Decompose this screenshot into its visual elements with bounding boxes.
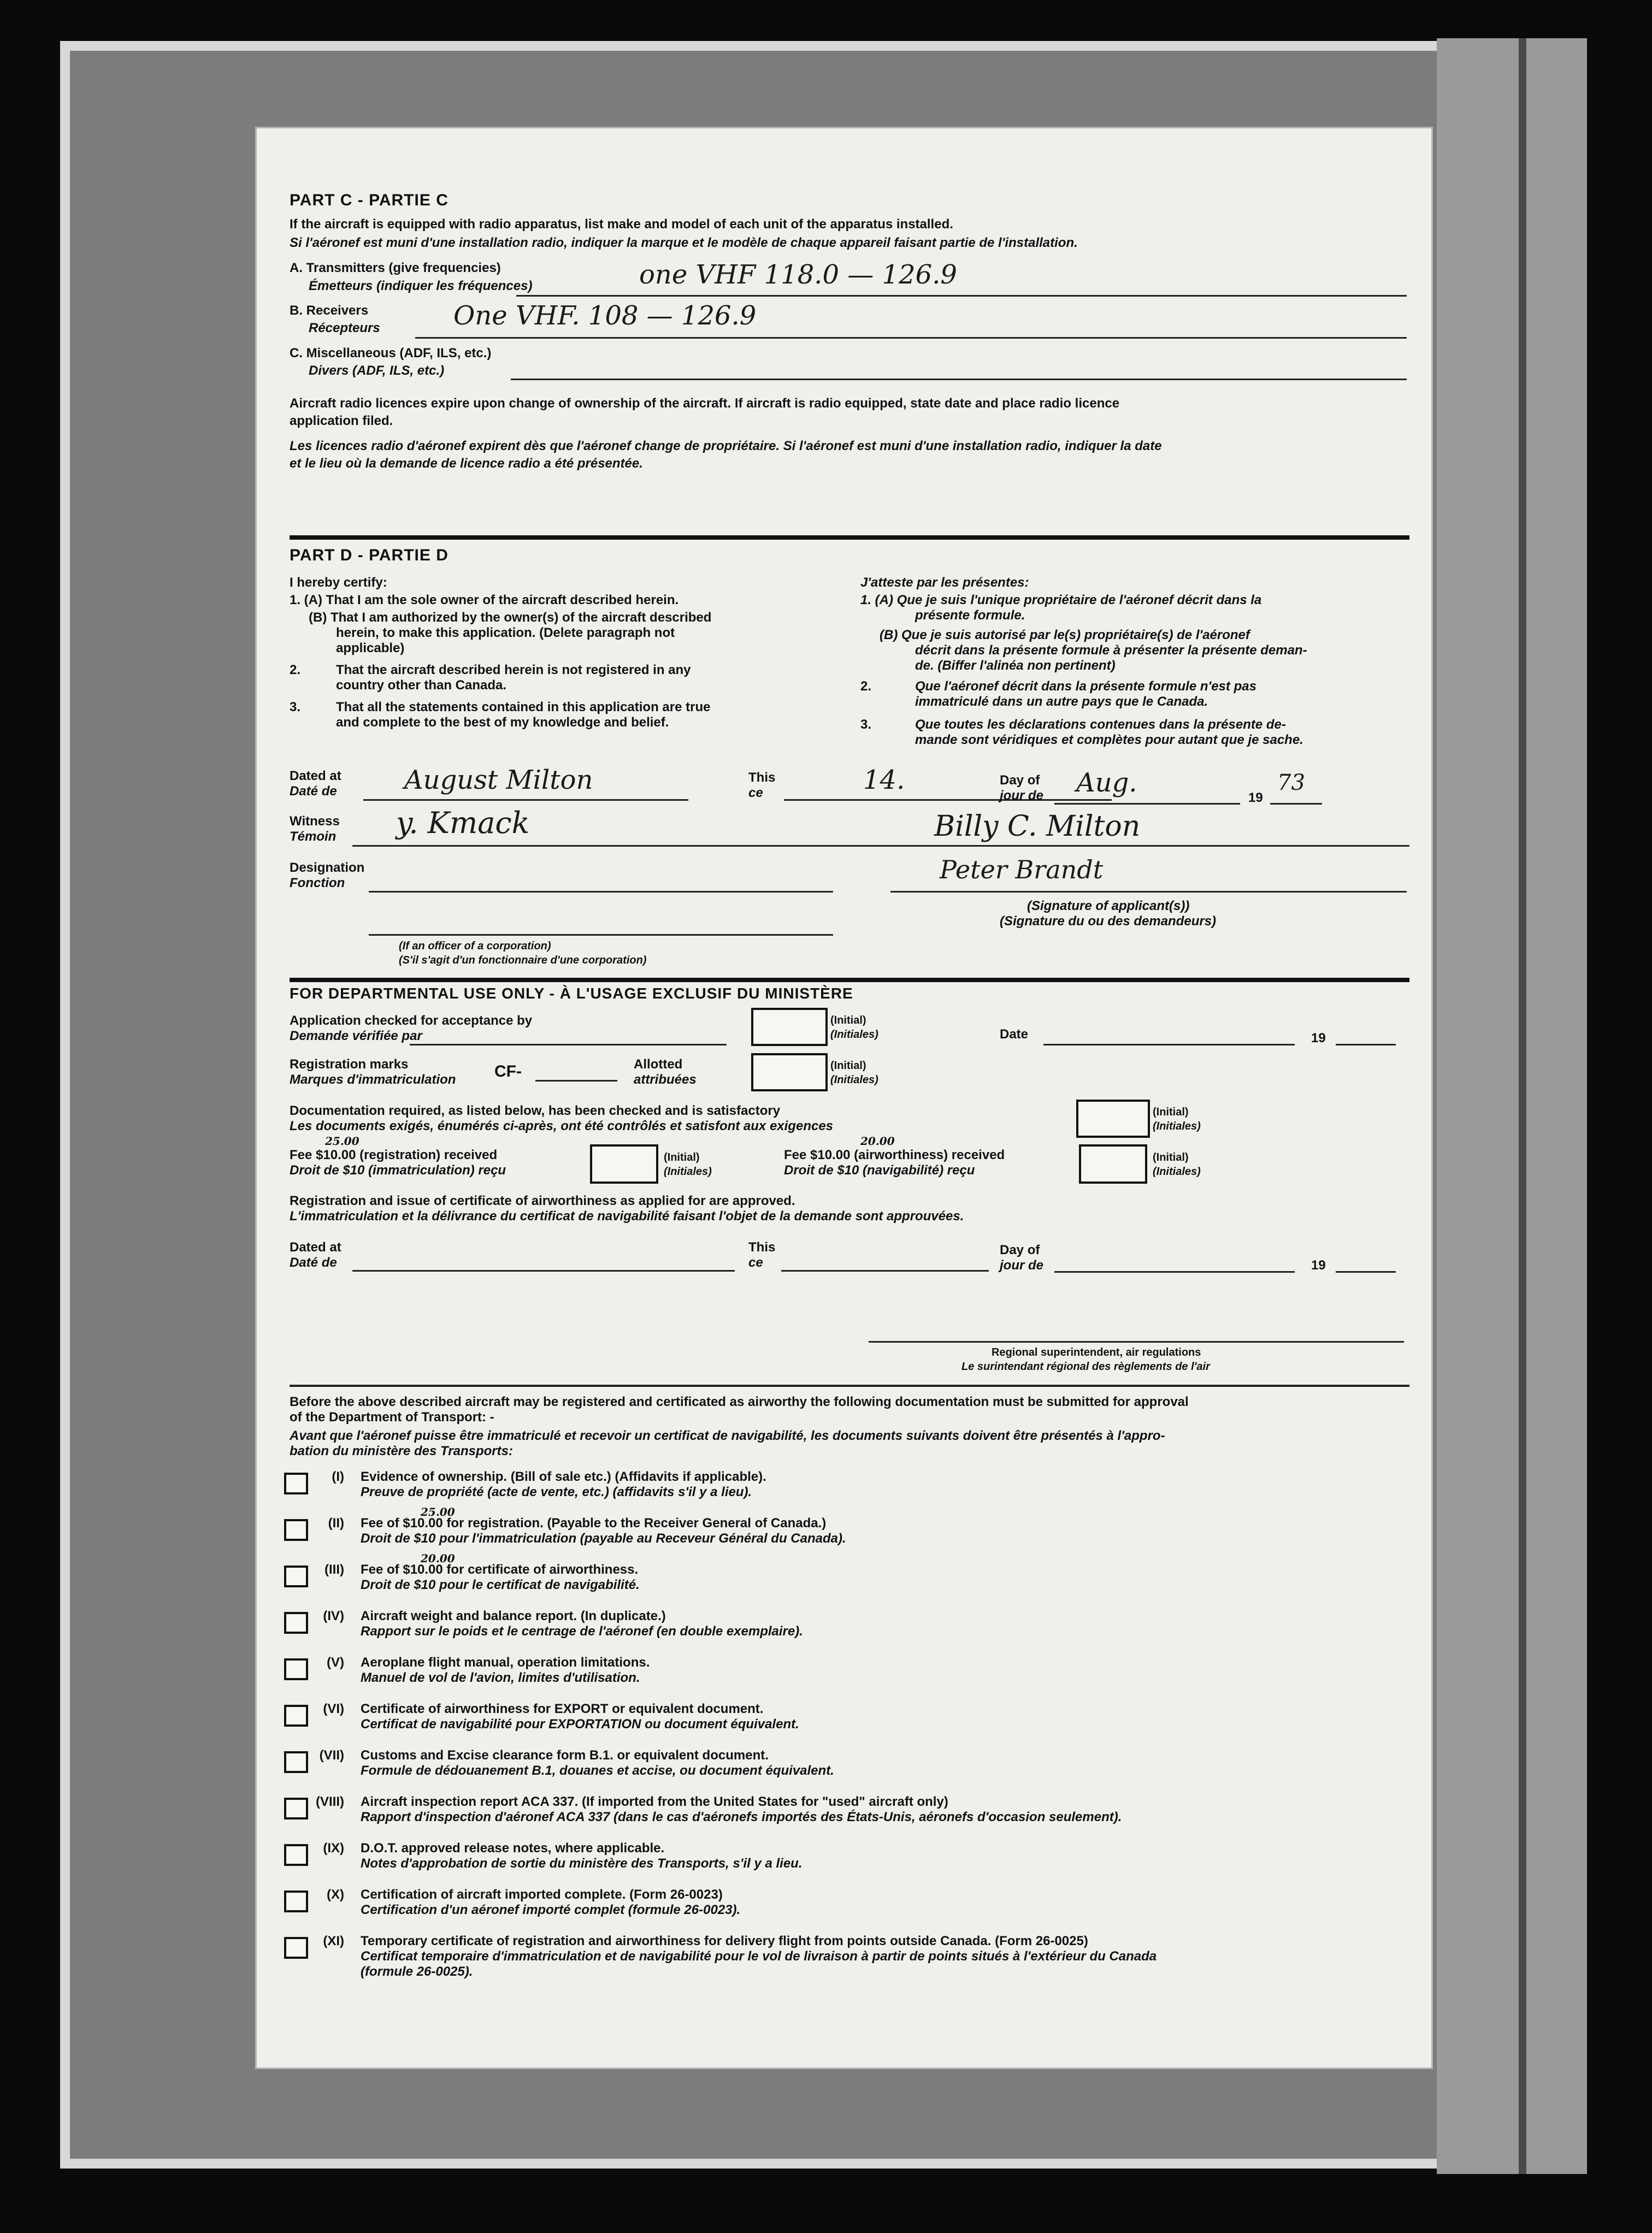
- checked-initial-fr: (Initiales): [830, 1029, 878, 1041]
- en-1b-1: (B) That I am authorized by the owner(s) of the aircraft described: [309, 610, 712, 625]
- requirement-handwritten-amount: 20.00: [421, 1552, 455, 1565]
- signature-label-en: (Signature of applicant(s)): [1027, 899, 1190, 913]
- year-value: 73: [1277, 770, 1305, 795]
- superintendent-en: Regional superintendent, air regulations: [992, 1346, 1201, 1358]
- requirement-checkbox[interactable]: [284, 1658, 308, 1680]
- requirement-checkbox[interactable]: [284, 1473, 308, 1494]
- fee-reg-initial-box[interactable]: [590, 1144, 658, 1184]
- dept-day-of-line: [1054, 1271, 1295, 1273]
- fee-reg-initial-en: (Initial): [664, 1151, 700, 1163]
- requirement-num: (VII): [319, 1748, 344, 1763]
- requirement-checkbox[interactable]: [284, 1566, 308, 1587]
- fee-reg-fr: Droit de $10 (immatriculation) reçu: [290, 1163, 506, 1178]
- misc-label-en: C. Miscellaneous (ADF, ILS, etc.): [290, 346, 492, 361]
- requirement-fr: Notes d'approbation de sortie du ministère des Transports, s'il y a lieu.: [361, 1856, 803, 1871]
- docs-initial-fr: (Initiales): [1153, 1120, 1201, 1132]
- requirement-fr: Rapport d'inspection d'aéronef ACA 337 (dans le cas d'aéronefs importés des États-Unis, aéronefs d'occasion seulement).: [361, 1810, 1122, 1824]
- requirement-num: (X): [327, 1887, 344, 1902]
- fr-3-2: mande sont véridiques et complètes pour autant que je sache.: [915, 732, 1303, 747]
- transmitters-line: [516, 295, 1407, 297]
- allotted-fr: attribuées: [634, 1072, 697, 1087]
- requirement-en: Temporary certificate of registration and airworthiness for delivery flight from points outside Canada. (Form 26-0025): [361, 1934, 1088, 1948]
- dept-date-line: [1043, 1044, 1295, 1045]
- signature-label-fr: (Signature du ou des demandeurs): [1000, 914, 1217, 929]
- docs-en: Documentation required, as listed below, has been checked and is satisfactory: [290, 1103, 781, 1118]
- requirement-en: Certification of aircraft imported complete. (Form 26-0023): [361, 1887, 723, 1902]
- applicant-line-2: [890, 891, 1407, 893]
- requirement-checkbox[interactable]: [284, 1612, 308, 1634]
- requirement-num: (VI): [323, 1702, 344, 1716]
- certify-en: I hereby certify:: [290, 575, 387, 590]
- requirement-en: Evidence of ownership. (Bill of sale etc.) (Affidavits if applicable).: [361, 1469, 766, 1484]
- mount-strip: [1519, 38, 1526, 2174]
- requirement-fr: Certificat de navigabilité pour EXPORTATION ou document équivalent.: [361, 1717, 799, 1732]
- fr-num-2: 2.: [860, 679, 872, 694]
- req-intro-fr-1: Avant que l'aéronef puisse être immatriculé et recevoir un certificat de navigabilité, les documents suivants doivent être présentés à l'appro-: [290, 1428, 1165, 1443]
- day-of-value: Aug.: [1076, 767, 1137, 798]
- part-c-intro-en: If the aircraft is equipped with radio apparatus, list make and model of each unit of the apparatus installed.: [290, 217, 953, 232]
- en-2-2: country other than Canada.: [336, 678, 507, 693]
- misc-label-fr: Divers (ADF, ILS, etc.): [309, 363, 445, 378]
- fee-reg-amount: 25.00: [325, 1135, 359, 1148]
- checked-initial-en: (Initial): [830, 1014, 866, 1026]
- this-line: [784, 799, 1112, 801]
- designation-fr: Fonction: [290, 876, 345, 890]
- part-c-heading: PART C - PARTIE C: [290, 191, 449, 209]
- marks-fr: Marques d'immatriculation: [290, 1072, 456, 1087]
- requirement-fr: Preuve de propriété (acte de vente, etc.) (affidavits s'il y a lieu).: [361, 1485, 752, 1499]
- dept-dated-at-fr: Daté de: [290, 1255, 337, 1270]
- requirement-en: Fee of $10.00 for registration. (Payable to the Receiver General of Canada.): [361, 1516, 827, 1531]
- dept-date-label: Date: [1000, 1027, 1029, 1042]
- misc-line: [511, 379, 1407, 380]
- requirement-checkbox[interactable]: [284, 1519, 308, 1541]
- checked-initial-box[interactable]: [751, 1008, 828, 1046]
- applicant-signature-1: Billy C. Milton: [934, 810, 1141, 843]
- fee-reg-initial-fr: (Initiales): [664, 1166, 712, 1178]
- dept-this-en: This: [748, 1240, 776, 1255]
- allotted-initial-fr: (Initiales): [830, 1074, 878, 1086]
- registration-form: [257, 128, 1431, 2067]
- en-1a: 1. (A) That I am the sole owner of the aircraft described herein.: [290, 593, 679, 607]
- dept-day-of-en: Day of: [1000, 1243, 1040, 1257]
- allotted-initial-en: (Initial): [830, 1060, 866, 1072]
- checked-fr: Demande vérifiée par: [290, 1029, 422, 1043]
- en-2-1: That the aircraft described herein is not registered in any: [336, 663, 691, 677]
- checked-en: Application checked for acceptance by: [290, 1013, 533, 1028]
- dept-year-prefix: 19: [1311, 1258, 1326, 1273]
- dept-this-fr: ce: [748, 1255, 763, 1270]
- requirement-fr-continued: (formule 26-0025).: [361, 1964, 473, 1979]
- applicant-signature-2: Peter Brandt: [940, 855, 1104, 884]
- dept-year-line: [1336, 1044, 1396, 1045]
- requirement-en: Fee of $10.00 for certificate of airworthiness.: [361, 1562, 639, 1577]
- witness-value: y. Kmack: [396, 806, 530, 840]
- transmitters-label-fr: Émetteurs (indiquer les fréquences): [309, 279, 533, 293]
- requirement-en: Aircraft weight and balance report. (In duplicate.): [361, 1609, 666, 1623]
- superintendent-fr: Le surintendant régional des règlements de l'air: [961, 1361, 1210, 1373]
- requirement-checkbox[interactable]: [284, 1751, 308, 1773]
- dept-heading: FOR DEPARTMENTAL USE ONLY - À L'USAGE EXCLUSIF DU MINISTÈRE: [290, 985, 853, 1002]
- dept-this-line: [781, 1270, 989, 1272]
- fr-1b-2: décrit dans la présente formule à présenter la présente deman-: [915, 643, 1307, 658]
- approved-fr: L'immatriculation et la délivrance du certificat de navigabilité faisant l'objet de la demande sont approuvées.: [290, 1209, 964, 1224]
- part-c-intro-fr: Si l'aéronef est muni d'une installation radio, indiquer la marque et le modèle de chaque appareil faisant partie de l'installation.: [290, 235, 1078, 250]
- cf-prefix: CF-: [494, 1062, 522, 1080]
- part-d-heading: PART D - PARTIE D: [290, 546, 449, 564]
- en-3-2: and complete to the best of my knowledge and belief.: [336, 715, 669, 730]
- witness-fr: Témoin: [290, 829, 337, 844]
- officer-line: [369, 934, 833, 936]
- fr-2-1: Que l'aéronef décrit dans la présente formule n'est pas: [915, 679, 1256, 694]
- requirement-fr: Manuel de vol de l'avion, limites d'utilisation.: [361, 1670, 640, 1685]
- allotted-initial-box[interactable]: [751, 1053, 828, 1091]
- year-line: [1270, 803, 1322, 805]
- requirement-fr: Certification d'un aéronef importé complet (formule 26-0023).: [361, 1903, 741, 1917]
- day-of-fr: jour de: [1000, 788, 1044, 803]
- fr-2-2: immatriculé dans un autre pays que le Canada.: [915, 694, 1208, 709]
- requirement-num: (VIII): [316, 1794, 344, 1809]
- en-num-2: 2.: [290, 663, 301, 677]
- receivers-label-en: B. Receivers: [290, 303, 369, 318]
- fee-air-en: Fee $10.00 (airworthiness) received: [784, 1148, 1005, 1162]
- fee-air-initial-en: (Initial): [1153, 1151, 1189, 1163]
- day-of-en: Day of: [1000, 773, 1040, 788]
- req-intro-fr-2: bation du ministère des Transports:: [290, 1444, 513, 1458]
- fee-air-amount: 20.00: [860, 1135, 895, 1148]
- allotted-en: Allotted: [634, 1057, 683, 1072]
- fr-3-1: Que toutes les déclarations contenues dans la présente de-: [915, 717, 1286, 732]
- transmitters-label-en: A. Transmitters (give frequencies): [290, 261, 501, 275]
- req-intro-en-1: Before the above described aircraft may be registered and certificated as airworthy the following documentation must be submitted for approval: [290, 1395, 1189, 1409]
- receivers-label-fr: Récepteurs: [309, 321, 380, 335]
- licence-fr-2: et le lieu où la demande de licence radio a été présentée.: [290, 456, 643, 471]
- req-intro-en-2: of the Department of Transport: -: [290, 1410, 494, 1425]
- requirements-rule: [290, 1385, 1409, 1387]
- dept-dated-at-line: [352, 1270, 735, 1272]
- this-value: 14.: [863, 765, 905, 795]
- officer-en: (If an officer of a corporation): [399, 940, 551, 952]
- requirement-en: Certificate of airworthiness for EXPORT or equivalent document.: [361, 1702, 764, 1716]
- receivers-line: [415, 337, 1407, 339]
- fr-1a-1: 1. (A) Que je suis l'unique propriétaire de l'aéronef décrit dans la: [860, 593, 1262, 607]
- dept-year-line-2: [1336, 1271, 1396, 1273]
- fee-air-fr: Droit de $10 (navigabilité) reçu: [784, 1163, 975, 1178]
- dated-at-value: August Milton: [404, 765, 593, 795]
- fr-num-3: 3.: [860, 717, 872, 732]
- requirement-fr: Droit de $10 pour le certificat de navigabilité.: [361, 1578, 640, 1592]
- docs-fr: Les documents exigés, énumérés ci-après, ont été contrôlés et satisfont aux exigences: [290, 1119, 834, 1133]
- checked-line: [410, 1044, 727, 1045]
- year-prefix: 19: [1248, 790, 1263, 805]
- requirement-num: (V): [327, 1655, 344, 1670]
- fee-air-initial-fr: (Initiales): [1153, 1166, 1201, 1178]
- requirement-checkbox[interactable]: [284, 1891, 308, 1912]
- requirement-fr: Certificat temporaire d'immatriculation et de navigabilité pour le vol de livraison à partir de points situés à l'extérieur du Canada: [361, 1949, 1157, 1964]
- officer-fr: (S'il s'agit d'un fonctionnaire d'une corporation): [399, 954, 647, 966]
- requirement-fr: Droit de $10 pour l'immatriculation (payable au Receveur Général du Canada).: [361, 1531, 846, 1546]
- requirement-num: (XI): [323, 1934, 344, 1948]
- requirement-fr: Formule de dédouanement B.1, douanes et accise, ou document équivalent.: [361, 1763, 834, 1778]
- dept-dated-at-en: Dated at: [290, 1240, 341, 1255]
- requirement-en: Customs and Excise clearance form B.1. or equivalent document.: [361, 1748, 769, 1763]
- licence-fr-1: Les licences radio d'aéronef expirent dès que l'aéronef change de propriétaire. Si l'aéronef est muni d'une installation radio, indiquer la date: [290, 439, 1162, 453]
- fee-air-initial-box[interactable]: [1079, 1144, 1147, 1184]
- dated-at-fr: Daté de: [290, 784, 337, 799]
- dated-at-line: [363, 799, 688, 801]
- fr-1a-2: présente formule.: [915, 608, 1025, 623]
- dated-at-en: Dated at: [290, 769, 341, 783]
- requirement-checkbox[interactable]: [284, 1844, 308, 1866]
- licence-en-1: Aircraft radio licences expire upon change of ownership of the aircraft. If aircraft is radio equipped, state date and place radio licence: [290, 396, 1120, 411]
- requirement-en: Aeroplane flight manual, operation limitations.: [361, 1655, 650, 1670]
- en-3-1: That all the statements contained in this application are true: [336, 700, 711, 714]
- licence-en-2: application filed.: [290, 413, 393, 428]
- part-d-rule: [290, 978, 1409, 982]
- requirement-en: D.O.T. approved release notes, where applicable.: [361, 1841, 665, 1856]
- en-1b-3: applicable): [336, 641, 405, 655]
- requirement-checkbox[interactable]: [284, 1705, 308, 1727]
- requirement-num: (II): [328, 1516, 344, 1531]
- fr-1b-1: (B) Que je suis autorisé par le(s) propriétaire(s) de l'aéronef: [880, 628, 1250, 642]
- dept-day-of-fr: jour de: [1000, 1258, 1044, 1273]
- fr-1b-3: de. (Biffer l'alinéa non pertinent): [915, 658, 1116, 673]
- marks-en: Registration marks: [290, 1057, 409, 1072]
- superintendent-line: [869, 1341, 1404, 1343]
- this-en: This: [748, 770, 776, 785]
- applicant-line-1: [912, 845, 1409, 847]
- docs-initial-box[interactable]: [1076, 1100, 1150, 1138]
- transmitters-value: one VHF 118.0 — 126.9: [639, 259, 957, 290]
- certify-fr: J'atteste par les présentes:: [860, 575, 1029, 590]
- docs-initial-en: (Initial): [1153, 1106, 1189, 1118]
- requirement-checkbox[interactable]: [284, 1798, 308, 1820]
- requirement-handwritten-amount: 25.00: [421, 1505, 455, 1519]
- fee-reg-en: Fee $10.00 (registration) received: [290, 1148, 498, 1162]
- requirement-num: (III): [324, 1562, 344, 1577]
- designation-line: [369, 891, 833, 893]
- approved-en: Registration and issue of certificate of airworthiness as applied for are approved.: [290, 1194, 795, 1208]
- en-1b-2: herein, to make this application. (Delete paragraph not: [336, 625, 675, 640]
- en-num-3: 3.: [290, 700, 301, 714]
- designation-en: Designation: [290, 860, 365, 875]
- receivers-value: One VHF. 108 — 126.9: [453, 300, 757, 331]
- dept-date-year: 19: [1311, 1031, 1326, 1045]
- mount-edge: [1437, 38, 1587, 2174]
- requirement-num: (IX): [323, 1841, 344, 1856]
- requirement-num: (IV): [323, 1609, 344, 1623]
- requirement-en: Aircraft inspection report ACA 337. (If imported from the United States for "used" aircraft only): [361, 1794, 948, 1809]
- part-c-rule: [290, 535, 1409, 540]
- this-fr: ce: [748, 785, 763, 800]
- witness-en: Witness: [290, 814, 340, 829]
- requirement-num: (I): [332, 1469, 344, 1484]
- requirement-checkbox[interactable]: [284, 1937, 308, 1959]
- requirement-fr: Rapport sur le poids et le centrage de l'aéronef (en double exemplaire).: [361, 1624, 803, 1639]
- marks-line: [535, 1080, 617, 1082]
- day-of-line: [1054, 803, 1240, 805]
